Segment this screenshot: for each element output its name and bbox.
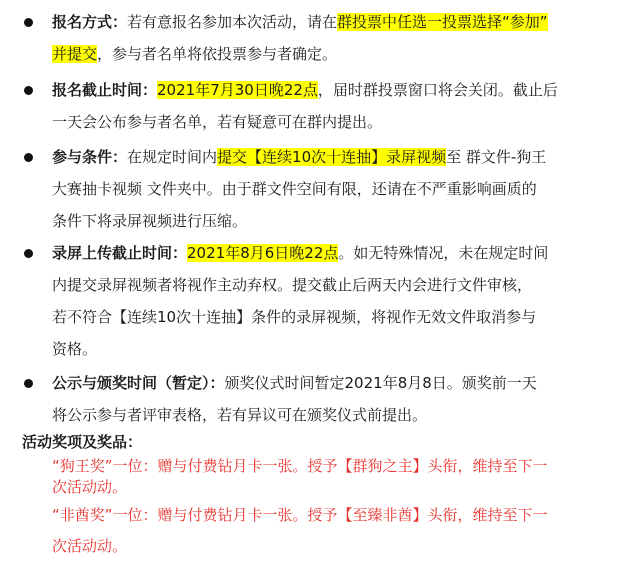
- item-label: 公示与颁奖时间（暂定）：: [52, 374, 225, 392]
- award-non-chief-line1: “非酋奖”一位：赠与付费钻月卡一张。授予【至臻非酋】头衔，维持至下一: [52, 506, 548, 524]
- highlight-text: 提交【连续10次十连抽】录屏视频: [217, 148, 447, 166]
- bullet-icon: [24, 153, 33, 162]
- item-text: 在规定时间内: [127, 148, 218, 166]
- item-line: [52, 112, 382, 132]
- item-text: 一天会公布参与者名单，若有疑意可在群内提出。: [52, 113, 383, 131]
- bullet-icon: [24, 249, 33, 258]
- award-dog-king-line2: 次活动动。: [52, 478, 128, 496]
- item-line: [52, 12, 548, 32]
- item-text: ，参与者名单将依投票参与者确定。: [97, 45, 338, 63]
- item-line: [52, 179, 537, 199]
- bullet-icon: [24, 18, 33, 27]
- item-text: 条件下将录屏视频进行压缩。: [52, 212, 248, 230]
- item-text: 颁奖仪式时间暂定2021年8月8日。颁奖前一天: [224, 374, 537, 392]
- item-line: [52, 211, 247, 231]
- highlight-text: 群投票中任选一投票选择“参加”: [337, 13, 548, 31]
- item-line: [52, 339, 97, 359]
- item-line: [52, 275, 532, 295]
- item-text: 若不符合【连续10次十连抽】条件的录屏视频，将视作无效文件取消参与: [52, 308, 537, 326]
- item-text: 至 群文件-狗王: [446, 148, 547, 166]
- item-text: 内提交录屏视频者将视作主动弃权。提交截止后两天内会进行文件审核，: [52, 276, 533, 294]
- item-label: 报名方式：: [52, 13, 128, 31]
- highlight-text: 并提交: [52, 45, 98, 63]
- item-line: [52, 373, 537, 393]
- item-line: [52, 44, 337, 64]
- bullet-icon: [24, 86, 33, 95]
- bullet-icon: [24, 379, 33, 388]
- item-line: [52, 307, 536, 327]
- item-label: 报名截止时间：: [52, 81, 158, 99]
- item-line: [52, 80, 558, 100]
- item-label: 参与条件：: [52, 148, 128, 166]
- item-text: 若有意报名参加本次活动，请在: [127, 13, 338, 31]
- award-dog-king-line1: “狗王奖”一位：赠与付费钻月卡一张。授予【群狗之主】头衔，维持至下一: [52, 457, 548, 475]
- highlight-text: 2021年8月6日晚22点: [187, 244, 339, 262]
- item-label: 录屏上传截止时间：: [52, 244, 188, 262]
- item-text: 大赛抽卡视频 文件夹中。由于群文件空间有限，还请在不严重影响画质的: [52, 180, 537, 198]
- item-text: 将公示参与者评审表格，若有异议可在颁奖仪式前提出。: [52, 406, 428, 424]
- item-line: [52, 243, 548, 263]
- item-line: [52, 405, 427, 425]
- item-text: ，届时群投票窗口将会关闭。截止后: [317, 81, 558, 99]
- item-text: 。如无特殊情况，未在规定时间: [338, 244, 549, 262]
- awards-title: 活动奖项及奖品：: [22, 433, 143, 451]
- highlight-text: 2021年7月30日晚22点: [157, 81, 318, 99]
- item-text: 资格。: [52, 340, 98, 358]
- award-non-chief-line2: 次活动动。: [52, 537, 128, 555]
- item-line: [52, 147, 546, 167]
